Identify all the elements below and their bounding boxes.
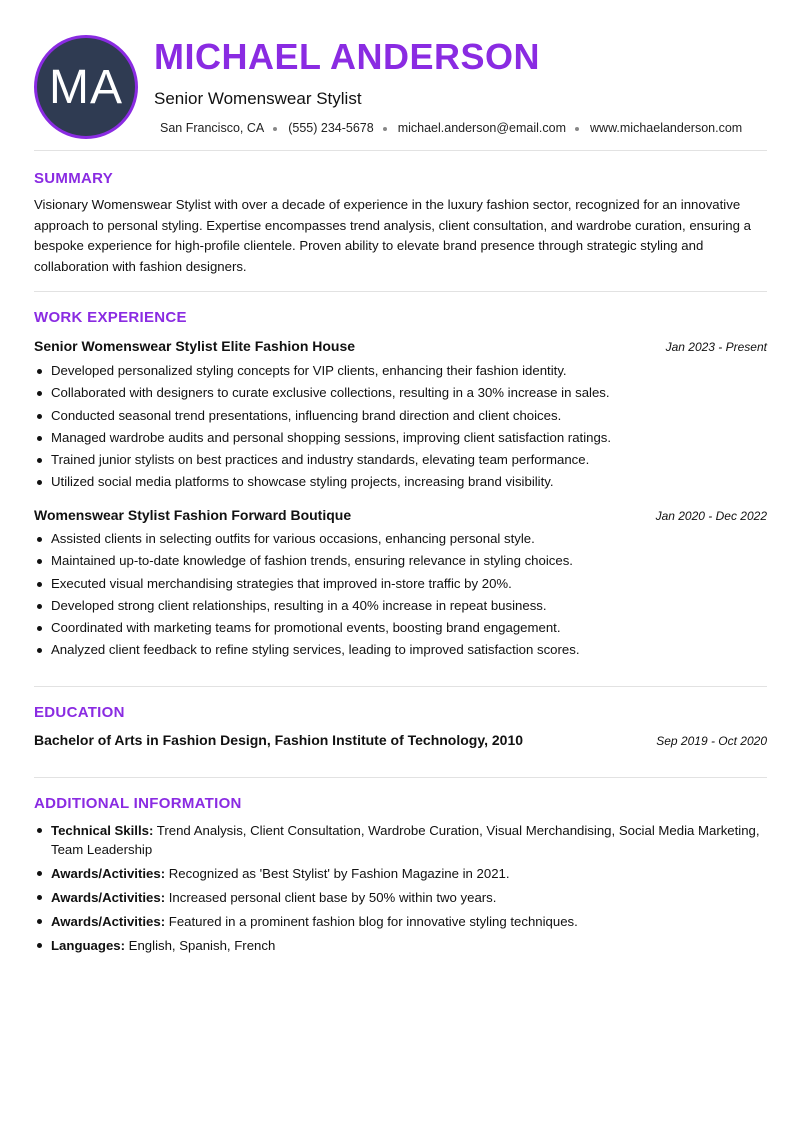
contact-website[interactable]: www.michaelanderson.com — [590, 121, 743, 135]
job-title: Senior Womenswear Stylist Elite Fashion House — [34, 338, 356, 354]
section-divider — [34, 686, 767, 687]
job-header — [34, 507, 767, 523]
list-item: Analyzed client feedback to refine styling services, leading to improved satisfaction scores. — [34, 639, 767, 661]
list-item: Developed personalized styling concepts for VIP clients, enhancing their fashion identity. — [34, 360, 767, 382]
additional-heading: ADDITIONAL INFORMATION — [34, 795, 242, 812]
contact-line — [160, 121, 742, 135]
avatar — [34, 35, 138, 139]
job-date: Jan 2023 - Present — [665, 340, 767, 354]
list-item — [34, 912, 767, 931]
list-item: Assisted clients in selecting outfits for various occasions, enhancing personal style. — [34, 528, 767, 550]
list-item: Developed strong client relationships, resulting in a 40% increase in repeat business. — [34, 595, 767, 617]
candidate-role: Senior Womenswear Stylist — [154, 89, 362, 108]
job-date: Jan 2020 - Dec 2022 — [655, 509, 767, 523]
item-text: English, Spanish, French — [125, 938, 276, 953]
separator-dot-icon — [273, 127, 277, 131]
job-bullets — [34, 528, 767, 662]
list-item: Utilized social media platforms to showcase styling projects, increasing brand visibility. — [34, 471, 767, 493]
education-heading: EDUCATION — [34, 704, 125, 721]
summary-heading: SUMMARY — [34, 170, 114, 187]
list-item: Coordinated with marketing teams for promotional events, boosting brand engagement. — [34, 617, 767, 639]
additional-list — [34, 821, 767, 960]
separator-dot-icon — [575, 127, 579, 131]
list-item: Trained junior stylists on best practices and industry standards, elevating team performance. — [34, 449, 767, 471]
item-label: Awards/Activities: — [51, 914, 166, 929]
item-label: Awards/Activities: — [51, 890, 166, 905]
list-item — [34, 864, 767, 883]
item-text: Increased personal client base by 50% within two years. — [165, 890, 497, 905]
contact-email[interactable]: michael.anderson@email.com — [397, 121, 567, 135]
item-label: Technical Skills: — [51, 823, 154, 838]
item-label: Languages: — [51, 938, 126, 953]
list-item: Executed visual merchandising strategies that improved in-store traffic by 20%. — [34, 573, 767, 595]
summary-text: Visionary Womenswear Stylist with over a decade of experience in the luxury fashion sector, recognized for an innovative approach to personal styling. Expertise encompasses trend analysis, client consultation, and wardrobe curation, ensuring a bespoke experience for high-profile clientele. Proven ability to elevate brand presence through strategic styling and collaboration with fashion designers. — [34, 197, 751, 274]
separator-dot-icon — [383, 127, 387, 131]
section-divider — [34, 291, 767, 292]
list-item: Managed wardrobe audits and personal shopping sessions, improving client satisfaction ratings. — [34, 427, 767, 449]
list-item — [34, 888, 767, 907]
list-item — [34, 821, 767, 859]
job-header — [34, 338, 767, 354]
avatar-initials: MA — [49, 60, 123, 114]
experience-heading: WORK EXPERIENCE — [34, 309, 187, 326]
education-entry — [34, 732, 767, 748]
list-item: Maintained up-to-date knowledge of fashion trends, ensuring relevance in styling choices. — [34, 550, 767, 572]
item-text: Featured in a prominent fashion blog for innovative styling techniques. — [165, 914, 578, 929]
list-item — [34, 936, 767, 955]
contact-location: San Francisco, CA — [160, 121, 265, 135]
list-item: Collaborated with designers to curate exclusive collections, resulting in a 30% increase in sales. — [34, 382, 767, 404]
item-text: Recognized as 'Best Stylist' by Fashion Magazine in 2021. — [165, 866, 510, 881]
education-date: Sep 2019 - Oct 2020 — [656, 734, 767, 748]
candidate-name: MICHAEL ANDERSON — [154, 36, 541, 77]
job-bullets — [34, 360, 767, 494]
item-text: Trend Analysis, Client Consultation, Wardrobe Curation, Visual Merchandising, Social Media Marketing, Team Leadership — [51, 823, 760, 857]
item-label: Awards/Activities: — [51, 866, 166, 881]
list-item: Conducted seasonal trend presentations, influencing brand direction and client choices. — [34, 405, 767, 427]
section-divider — [34, 777, 767, 778]
contact-phone: (555) 234-5678 — [288, 121, 374, 135]
section-divider — [34, 150, 767, 151]
job-title: Womenswear Stylist Fashion Forward Boutique — [34, 507, 352, 523]
degree: Bachelor of Arts in Fashion Design, Fashion Institute of Technology, 2010 — [34, 732, 524, 748]
